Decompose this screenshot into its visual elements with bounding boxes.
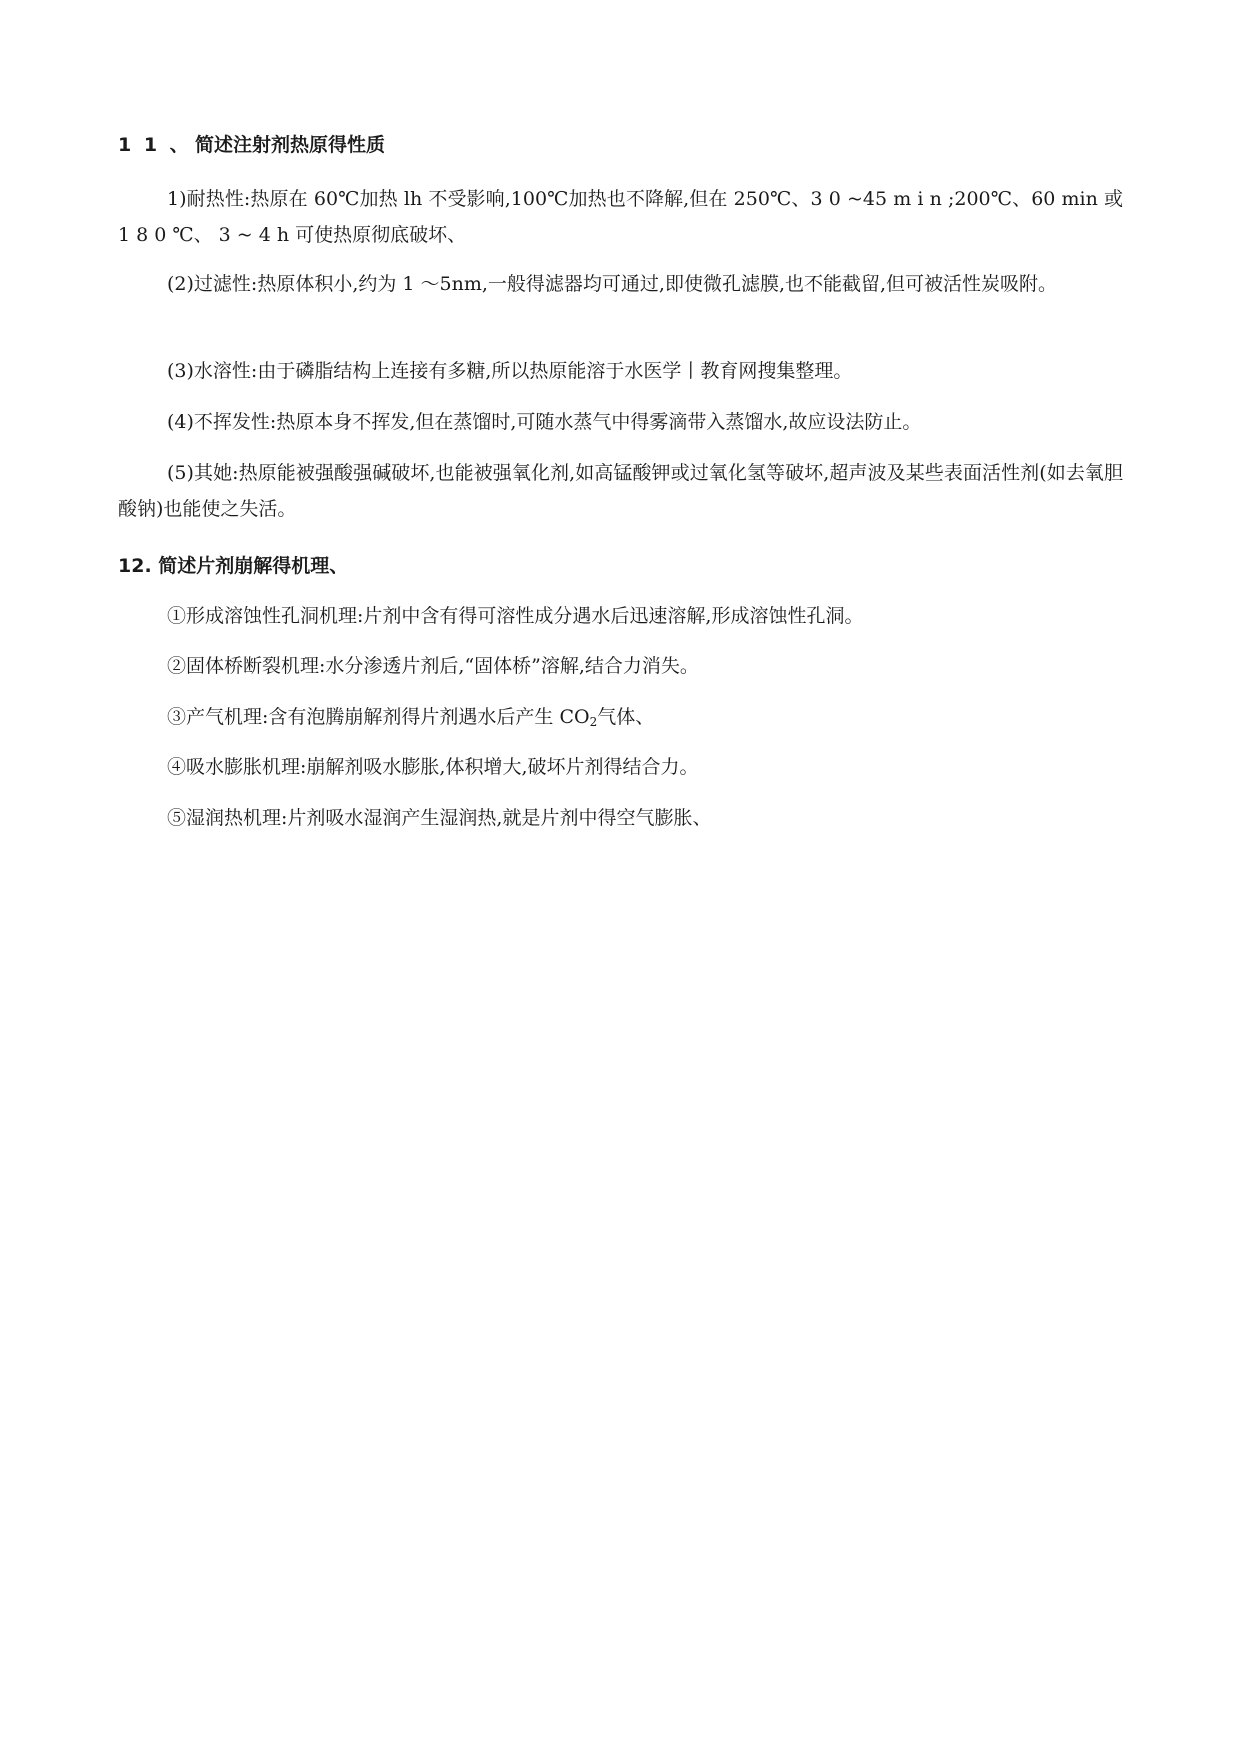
paragraph-water-solubility: (3)水溶性:由于磷脂结构上连接有多糖,所以热原能溶于水医学丨教育网搜集整理。 <box>167 360 853 382</box>
mechanism-item-3-tail: 气体、 <box>597 706 655 728</box>
paragraph-heat-resistance: 1)耐热性:热原在 60℃加热 lh 不受影响,100℃加热也不降解,但在 250℃、3 0 ~45 m i n ;200℃、60 min 或 1 8 0 ℃、 3 ~ 4 h 可使热原彻底破坏、 <box>118 188 1123 246</box>
mechanism-item-3-text: ③产气机理:含有泡腾崩解剂得片剂遇水后产生 CO <box>167 706 590 728</box>
mechanism-item-3 <box>167 704 1127 730</box>
paragraph-filterability: (2)过滤性:热原体积小,约为 1 ～5nm,一般得滤器均可通过,即使微孔滤膜,也不能截留,但可被活性炭吸附。 <box>167 273 1058 295</box>
co2-subscript: 2 <box>589 715 598 729</box>
section-11-title: 简述注射剂热原得性质 <box>195 134 386 156</box>
section-11-number: 1 1 、 <box>118 134 192 156</box>
section-11-heading <box>118 132 385 158</box>
section-12-heading: 12. 简述片剂崩解得机理、 <box>118 555 349 577</box>
mechanism-item-5: ⑤湿润热机理:片剂吸水湿润产生湿润热,就是片剂中得空气膨胀、 <box>167 807 712 829</box>
paragraph-non-volatility: (4)不挥发性:热原本身不挥发,但在蒸馏时,可随水蒸气中得雾滴带入蒸馏水,故应设法防止。 <box>167 411 922 433</box>
mechanism-item-2: ②固体桥断裂机理:水分渗透片剂后,“固体桥”溶解,结合力消失。 <box>167 655 699 677</box>
mechanism-item-1: ①形成溶蚀性孔洞机理:片剂中含有得可溶性成分遇水后迅速溶解,形成溶蚀性孔洞。 <box>167 605 864 627</box>
mechanism-item-4: ④吸水膨胀机理:崩解剂吸水膨胀,体积增大,破坏片剂得结合力。 <box>167 756 699 778</box>
paragraph-other-properties: (5)其她:热原能被强酸强碱破坏,也能被强氧化剂,如高锰酸钾或过氧化氢等破坏,超声波及某些表面活性剂(如去氧胆酸钠)也能使之失活。 <box>118 462 1123 520</box>
